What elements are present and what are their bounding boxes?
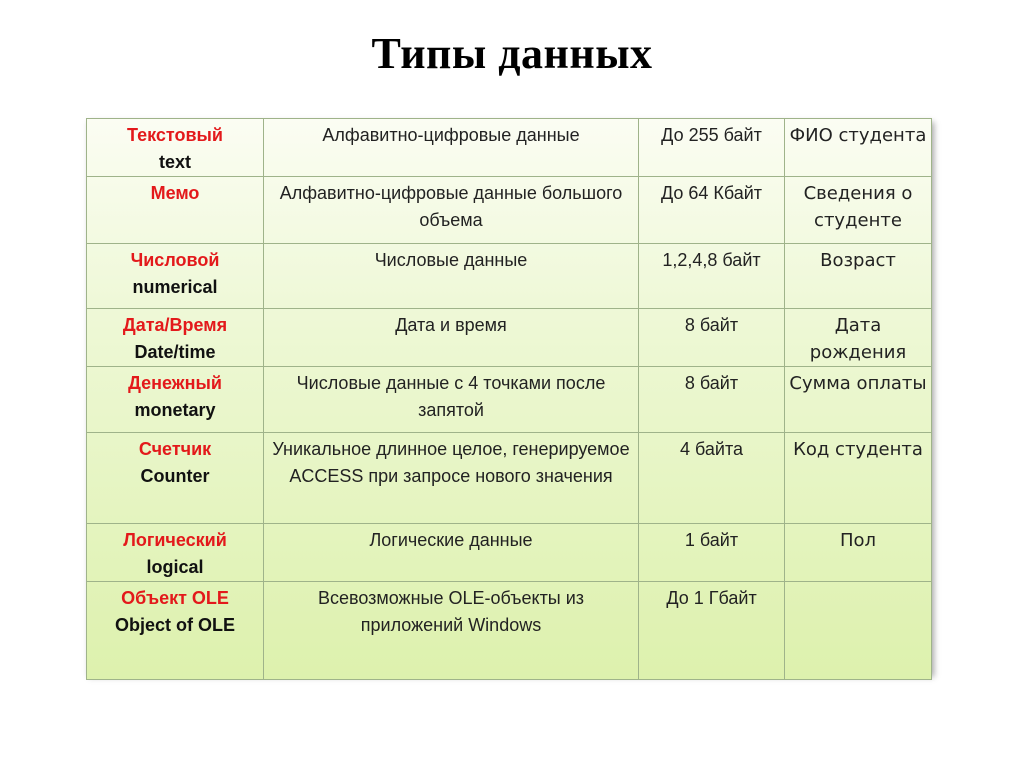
type-name-en: Object of OLE	[114, 615, 235, 635]
example-cell: Сумма оплаты	[785, 367, 932, 433]
size-cell: 8 байт	[639, 309, 785, 367]
table-row	[87, 244, 932, 309]
type-cell	[87, 309, 264, 367]
table-row	[87, 309, 932, 367]
size-cell: 1,2,4,8 байт	[639, 244, 785, 309]
size-cell: 4 байта	[639, 433, 785, 524]
example-cell: Пол	[785, 524, 932, 582]
size-cell: 8 байт	[639, 367, 785, 433]
type-name-ru: Дата/Время	[122, 315, 228, 335]
example-cell: Дата рождения	[785, 309, 932, 367]
type-cell	[87, 433, 264, 524]
type-name-ru: Мемо	[150, 183, 200, 203]
type-cell	[87, 119, 264, 177]
example-cell: ФИО студента	[785, 119, 932, 177]
example-cell	[785, 582, 932, 680]
type-name-ru: Объект OLE	[121, 588, 229, 608]
type-name-en: monetary	[134, 400, 216, 420]
table-row	[87, 119, 932, 177]
size-cell: До 255 байт	[639, 119, 785, 177]
size-cell: 1 байт	[639, 524, 785, 582]
type-cell	[87, 177, 264, 244]
description-cell: Числовые данные с 4 точками после запятой	[264, 367, 639, 433]
table-row	[87, 582, 932, 680]
description-cell: Числовые данные	[264, 244, 639, 309]
table-row	[87, 524, 932, 582]
size-cell: До 64 Кбайт	[639, 177, 785, 244]
size-cell: До 1 Гбайт	[639, 582, 785, 680]
type-name-en: text	[158, 152, 191, 172]
type-name-ru: Счетчик	[138, 439, 212, 459]
type-name-en: Date/time	[134, 342, 216, 362]
description-cell: Алфавитно-цифровые данные большого объема	[264, 177, 639, 244]
type-name-ru: Логический	[123, 530, 227, 550]
description-cell: Уникальное длинное целое, генерируемое ACCESS при запросе нового значения	[264, 433, 639, 524]
type-name-en: Counter	[140, 466, 210, 486]
data-types-table-container	[86, 118, 931, 673]
type-name-ru: Числовой	[130, 250, 220, 270]
type-name-ru: Текстовый	[127, 125, 223, 145]
description-cell: Алфавитно-цифровые данные	[264, 119, 639, 177]
page-title: Типы данных	[371, 29, 653, 78]
table-row	[87, 433, 932, 524]
description-cell: Логические данные	[264, 524, 639, 582]
type-cell	[87, 367, 264, 433]
table-row	[87, 177, 932, 244]
example-cell: Код студента	[785, 433, 932, 524]
type-cell	[87, 244, 264, 309]
type-cell	[87, 582, 264, 680]
type-name-en: numerical	[132, 277, 218, 297]
description-cell: Всевозможные OLE-объекты из приложений Windows	[264, 582, 639, 680]
table-row	[87, 367, 932, 433]
type-name-ru: Денежный	[128, 373, 222, 393]
type-cell	[87, 524, 264, 582]
example-cell: Возраст	[785, 244, 932, 309]
description-cell: Дата и время	[264, 309, 639, 367]
type-name-en: logical	[146, 557, 204, 577]
data-types-table	[86, 118, 932, 680]
example-cell: Сведения о студенте	[785, 177, 932, 244]
